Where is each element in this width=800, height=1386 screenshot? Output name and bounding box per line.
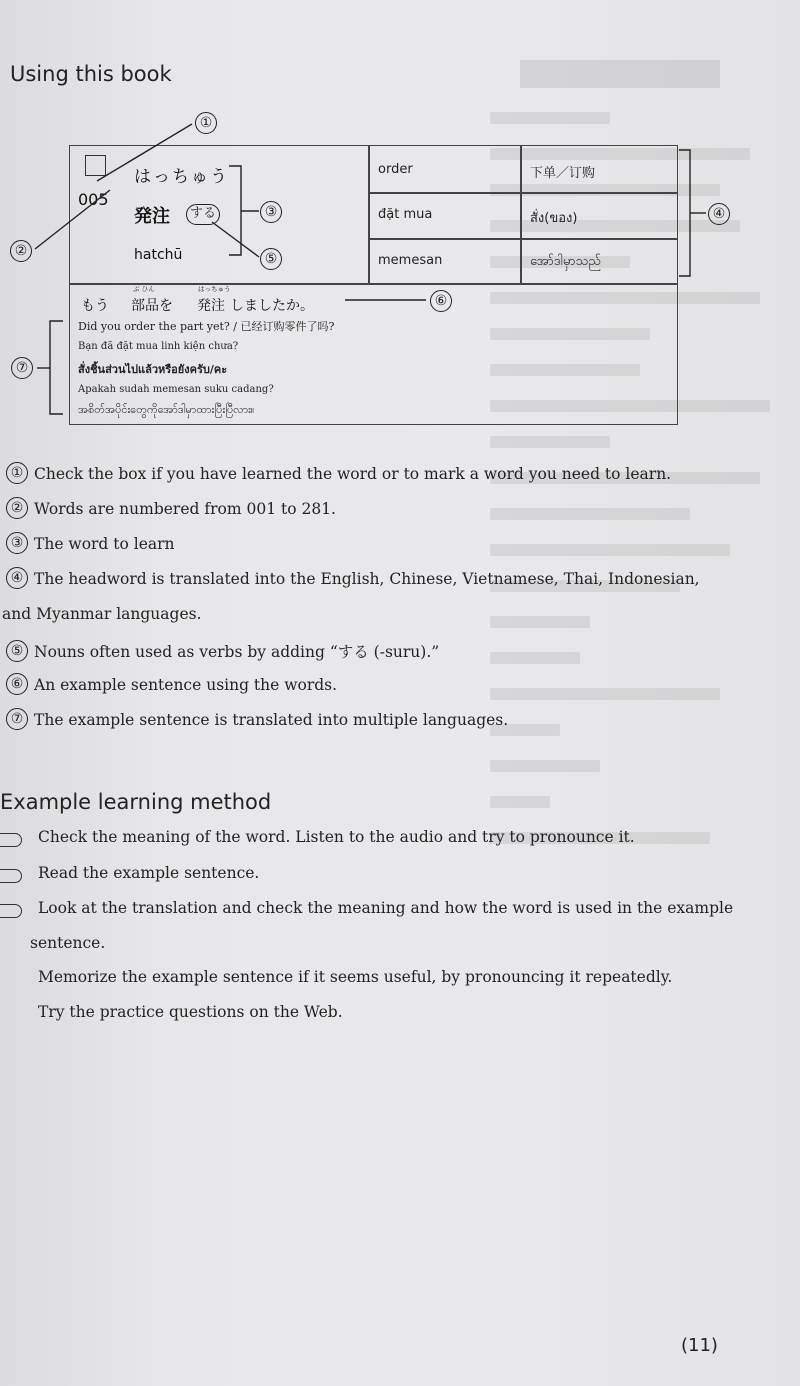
- page-title: Using this book: [10, 62, 172, 86]
- learning-step: Check the meaning of the word. Listen to the audio and try to pronounce it.: [38, 828, 635, 846]
- word-number: 005: [78, 190, 109, 209]
- marker-7: ⑦: [11, 357, 33, 379]
- translation-cell: สั่ง(ของ): [530, 211, 578, 226]
- headword: 発注: [134, 206, 170, 227]
- description-item: ④ The headword is translated into the English, Chinese, Vietnamese, Thai, Indonesian,: [6, 569, 700, 591]
- word-reading: はっちゅう: [134, 167, 229, 187]
- marker-2: ②: [10, 240, 32, 262]
- learning-step: Try the practice questions on the Web.: [38, 1003, 343, 1021]
- step-bullet: [0, 833, 22, 847]
- description-item: ⑥ An example sentence using the words.: [6, 675, 337, 697]
- example-pre: もう: [81, 298, 109, 314]
- translation-cell: đặt mua: [378, 207, 433, 222]
- example-translation: Bạn đã đặt mua linh kiện chưa?: [78, 341, 239, 352]
- marker-6: ⑥: [430, 290, 452, 312]
- learning-step: Read the example sentence.: [38, 864, 260, 882]
- desc-marker: ④: [6, 567, 28, 589]
- step-bullet: [0, 869, 22, 883]
- description-item: ⑦ The example sentence is translated into multiple languages.: [6, 710, 508, 732]
- desc-marker: ②: [6, 497, 28, 519]
- example-word: 発注: [197, 298, 225, 314]
- romaji: hatchū: [134, 247, 183, 263]
- example-translation: Did you order the part yet? / 已经订购零件了吗?: [78, 320, 335, 333]
- ruby-text: はっちゅう: [198, 285, 231, 293]
- description-item: ⑤ Nouns often used as verbs by adding “する (-suru).”: [6, 640, 439, 664]
- desc-marker: ⑤: [6, 640, 28, 662]
- example-word: 部品を: [131, 298, 173, 314]
- learning-step: Look at the translation and check the meaning and how the word is used in the example: [38, 899, 734, 917]
- example-post: しましたか。: [230, 298, 314, 314]
- section-title: Example learning method: [0, 790, 272, 814]
- translation-cell: 下单／订购: [530, 166, 596, 181]
- suru-badge: する: [186, 204, 220, 225]
- translation-cell: အော်ဒါမှာသည်: [530, 254, 601, 269]
- description-item: and Myanmar languages.: [2, 605, 202, 623]
- learning-step: Memorize the example sentence if it seems useful, by pronouncing it repeatedly.: [38, 968, 673, 986]
- desc-marker: ⑦: [6, 708, 28, 730]
- marker-5: ⑤: [260, 248, 282, 270]
- translation-cell: memesan: [378, 253, 443, 268]
- description-item: ③ The word to learn: [6, 534, 175, 556]
- example-translation: Apakah sudah memesan suku cadang?: [78, 384, 274, 395]
- learning-step: sentence.: [30, 934, 106, 952]
- translation-cell: order: [378, 162, 413, 177]
- ruby-text: ぶ ひん: [133, 285, 155, 293]
- desc-marker: ①: [6, 462, 28, 484]
- desc-marker: ③: [6, 532, 28, 554]
- page-number: (11): [681, 1335, 718, 1356]
- desc-marker: ⑥: [6, 673, 28, 695]
- example-translation: အစိတ်အပိုင်းတွေကိုအော်ဒါမှာထားပြီးပြီလား။: [78, 403, 255, 416]
- marker-4: ④: [708, 203, 730, 225]
- example-translation: สั่งชิ้นส่วนไปแล้วหรือยังครับ/คะ: [78, 363, 228, 376]
- marker-3: ③: [260, 201, 282, 223]
- callout-lines: [0, 0, 800, 440]
- description-item: ② Words are numbered from 001 to 281.: [6, 499, 336, 521]
- marker-1: ①: [195, 112, 217, 134]
- description-item: ① Check the box if you have learned the word or to mark a word you need to learn.: [6, 464, 671, 486]
- step-bullet: [0, 904, 22, 918]
